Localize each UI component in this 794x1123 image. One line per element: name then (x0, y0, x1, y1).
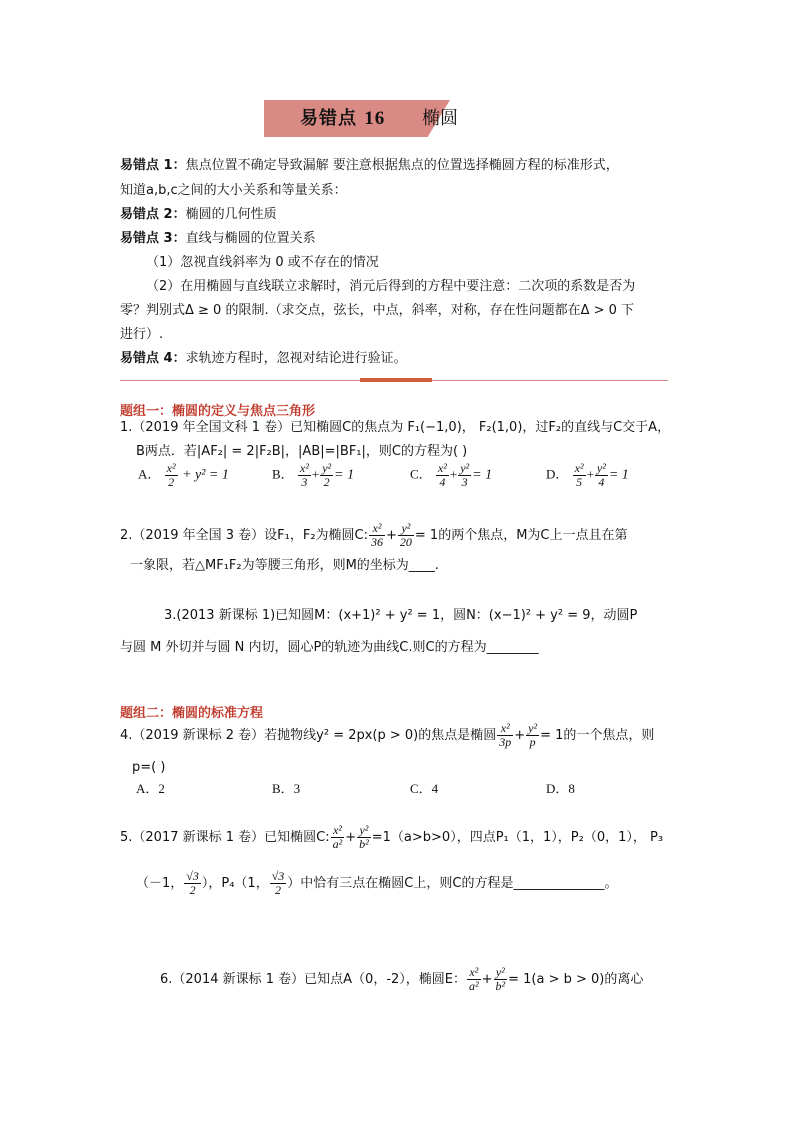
question-2-line-2: 一象限，若△MF₁F₂为等腰三角形，则M的坐标为____. (130, 558, 439, 573)
question-2-line-1: 2.（2019 年全国 3 卷）设F₁，F₂为椭圆C: $\frac{\text{x²}}{36}$ + $\frac{\text{y²}}{20}$ = 1的两个焦点，M为C上一点且在第 (120, 521, 628, 549)
group-2-title: 题组二：椭圆的标准方程 (120, 706, 264, 721)
question-1-line-2: B两点．若|AF₂| = 2|F₂B|，|AB|=|BF₁|，则C的方程为( ) (136, 444, 468, 459)
page-title: 易错点 16 (300, 108, 386, 129)
point-3: 易错点 3：直线与椭圆的位置关系 (120, 231, 316, 246)
question-5-line-1: 5.（2017 新课标 1 卷）已知椭圆C: $\frac{\text{x²}}{\text{a²}}$ + $\frac{\text{y²}}{\text{b²}}$ =1（a>b>0），四点P₁（1，1），P₂（0，1）， P₃ (120, 823, 664, 851)
point-3-sub1: （1）忽视直线斜率为 0 或不存在的情况 (146, 255, 379, 270)
question-4-option-b[interactable]: B．3 (272, 781, 301, 796)
section-divider-accent (360, 378, 432, 382)
point-4: 易错点 4：求轨迹方程时，忽视对结论进行验证。 (120, 351, 407, 366)
group-1-title: 题组一：椭圆的定义与焦点三角形 (120, 404, 316, 419)
question-3-line-1: 3.(2013 新课标 1)已知圆M：(x+1)² + y² = 1，圆N：(x−1)² + y² = 9，动圆P (164, 608, 638, 623)
question-1-option-b[interactable]: B． $\frac{\text{x²}}{3}$ + $\frac{\text{y²}}{2}$ = 1 (272, 461, 355, 489)
question-1-option-a[interactable]: A． $\frac{\text{x²}}{2}$ + y² = 1 (138, 461, 229, 489)
question-4-option-d[interactable]: D．8 (546, 781, 575, 796)
point-3-sub2: （2）在用椭圆与直线联立求解时，消元后得到的方程中要注意：二次项的系数是否为 (146, 279, 636, 294)
question-1-option-c[interactable]: C． $\frac{\text{x²}}{4}$ + $\frac{\text{y²}}{3}$ = 1 (410, 461, 493, 489)
question-4-option-a[interactable]: A．2 (136, 781, 165, 796)
point-1: 易错点 1：焦点位置不确定导致漏解 要注意根据焦点的位置选择椭圆方程的标准形式， (120, 158, 619, 173)
point-1-cont: 知道a,b,c之间的大小关系和等量关系： (120, 183, 347, 198)
point-2: 易错点 2：椭圆的几何性质 (120, 207, 277, 222)
page-topic: 椭圆 (422, 108, 458, 129)
point-3-sub2-end: 进行）. (120, 327, 164, 342)
question-4-line-1: 4.（2019 新课标 2 卷）若抛物线y² = 2px(p > 0)的焦点是椭圆 $\frac{\text{x²}}{3p}$ + $\frac{\text{y²}}{p}$ = 1的一个焦点，则 (120, 721, 655, 749)
question-4-line-2: p=( ) (132, 760, 166, 775)
point-3-sub2-cont: 零？判别式Δ ≥ 0 的限制.（求交点，弦长，中点，斜率，对称，存在性问题都在Δ > 0 下 (120, 303, 635, 318)
question-3-line-2: 与圆 M 外切并与圆 N 内切，圆心P的轨迹为曲线C.则C的方程为________ (120, 640, 539, 655)
question-6-line-1: 6.（2014 新课标 1 卷）已知点A（0，-2），椭圆E： $\frac{\text{x²}}{\text{a²}}$ + $\frac{\text{y²}}{\text{b²}}$ = 1(a > b > 0)的离心 (160, 965, 644, 993)
question-4-option-c[interactable]: C．4 (410, 781, 439, 796)
question-1-line-1: 1.（2019 年全国文科 1 卷）已知椭圆C的焦点为 F₁(−1,0)， F₂(1,0)，过F₂的直线与C交于A， (120, 420, 671, 435)
question-5-line-2: （－1， $\frac{√3}{2}$ ），P₄（1， $\frac{√3}{2}$ ）中恰有三点在椭圆C上，则C的方程是______________。 (136, 869, 618, 897)
question-1-option-d[interactable]: D． $\frac{\text{x²}}{5}$ + $\frac{\text{y²}}{4}$ = 1 (546, 461, 629, 489)
